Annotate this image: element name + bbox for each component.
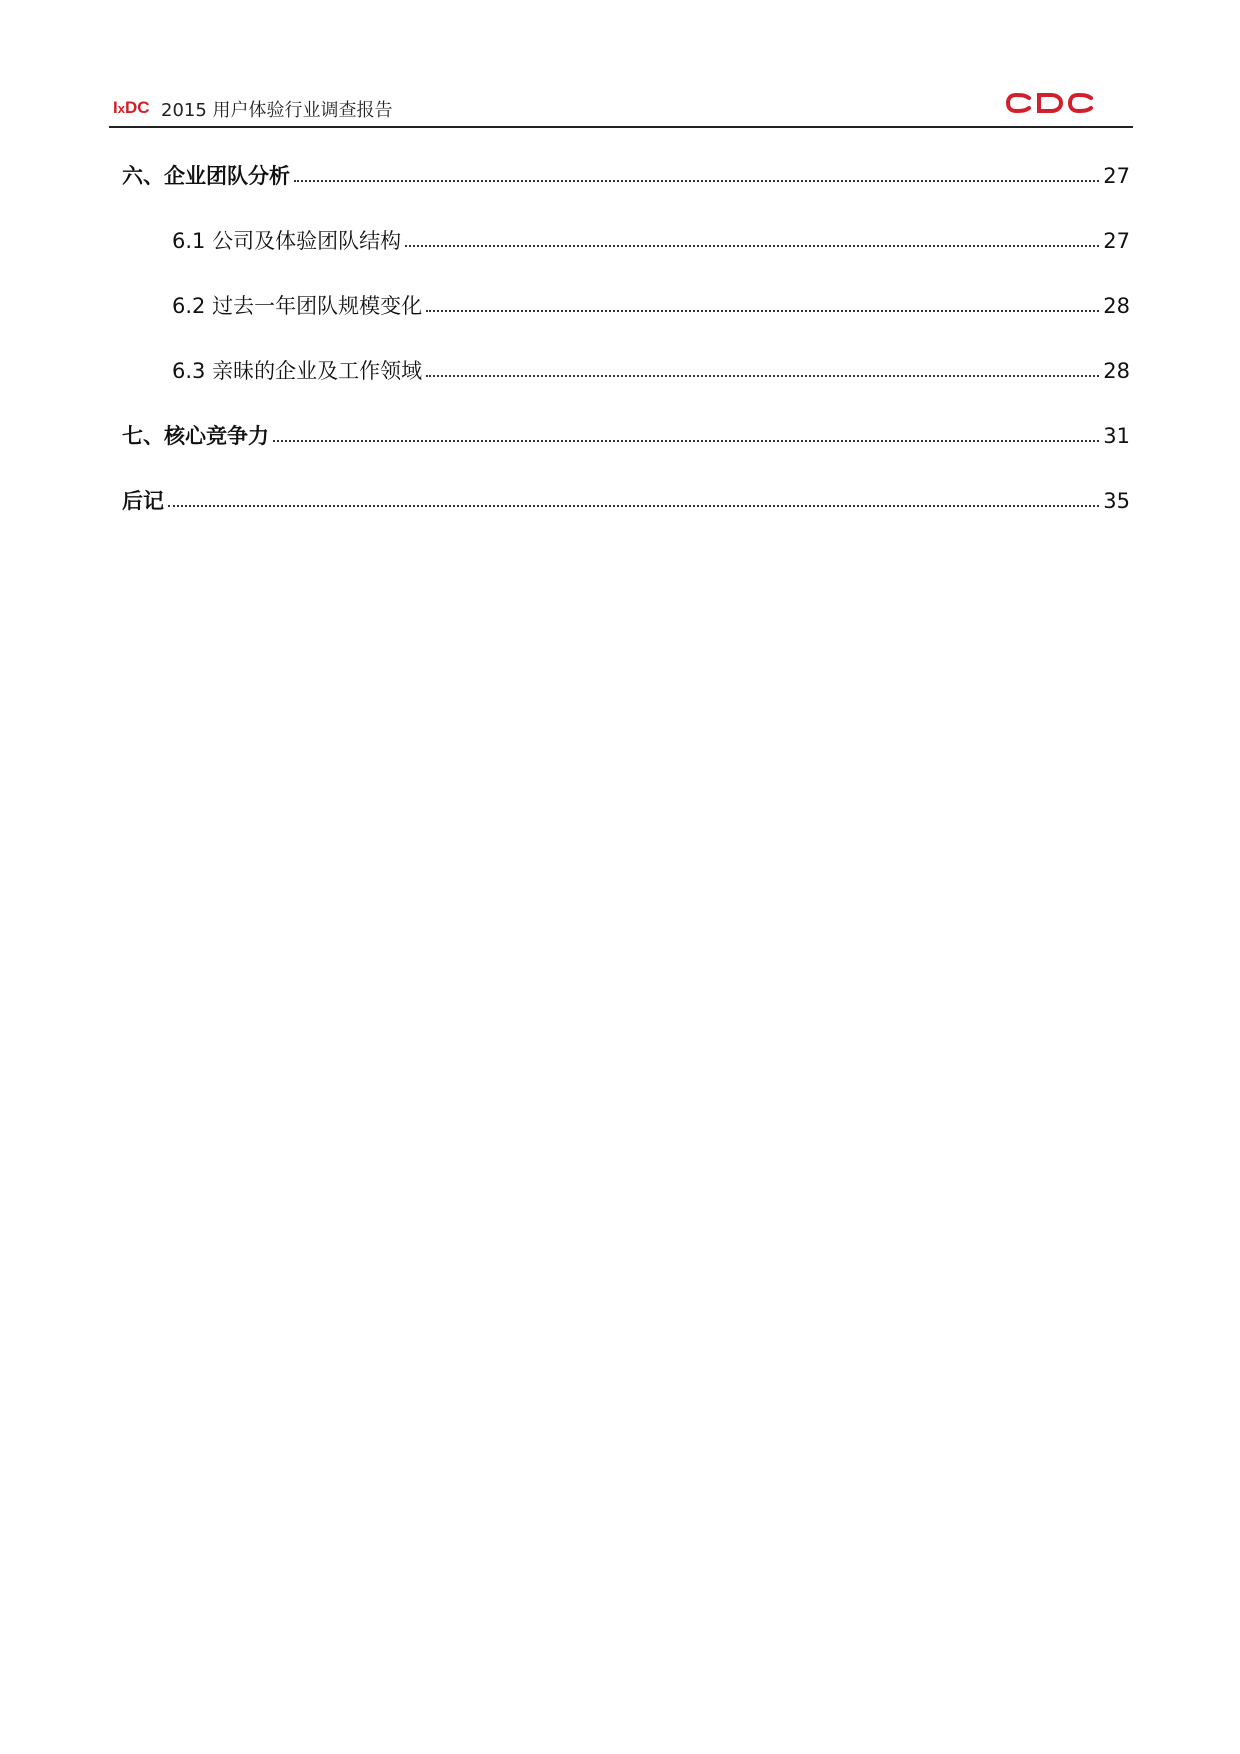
toc-entry-page: 27 [1103,164,1130,188]
toc-entry-page: 28 [1103,359,1130,383]
toc-entry-label: 6.1 公司及体验团队结构 [172,229,402,253]
toc-entry-page: 28 [1103,294,1130,318]
dot-leader [426,375,1099,377]
toc-entry-6-3[interactable] [122,345,1130,385]
toc-entry-page: 27 [1103,229,1130,253]
ixdc-logo: IxDC [113,98,150,117]
toc-entry-page: 35 [1103,489,1130,513]
dot-leader [273,440,1099,442]
toc-entry-label: 六、企业团队分析 [122,164,290,188]
toc-entry-label: 6.2 过去一年团队规模变化 [172,294,423,318]
dot-leader [168,505,1099,507]
toc-entry-afterword[interactable] [122,475,1130,515]
toc-entry-6-1[interactable] [122,215,1130,255]
header-divider [109,126,1133,128]
toc-entry-label: 七、核心竞争力 [122,424,269,448]
dot-leader [405,245,1099,247]
dot-leader [426,310,1099,312]
cdc-logo [1005,91,1095,115]
toc-entry-section-6[interactable] [122,150,1130,190]
toc-entry-label: 后记 [122,489,164,513]
toc-entry-section-7[interactable] [122,410,1130,450]
page-header [109,86,1131,126]
toc-entry-6-2[interactable] [122,280,1130,320]
report-title: 2015 用户体验行业调查报告 [161,100,393,121]
dot-leader [294,180,1099,182]
toc-entry-page: 31 [1103,424,1130,448]
toc-entry-label: 6.3 亲昧的企业及工作领域 [172,359,423,383]
